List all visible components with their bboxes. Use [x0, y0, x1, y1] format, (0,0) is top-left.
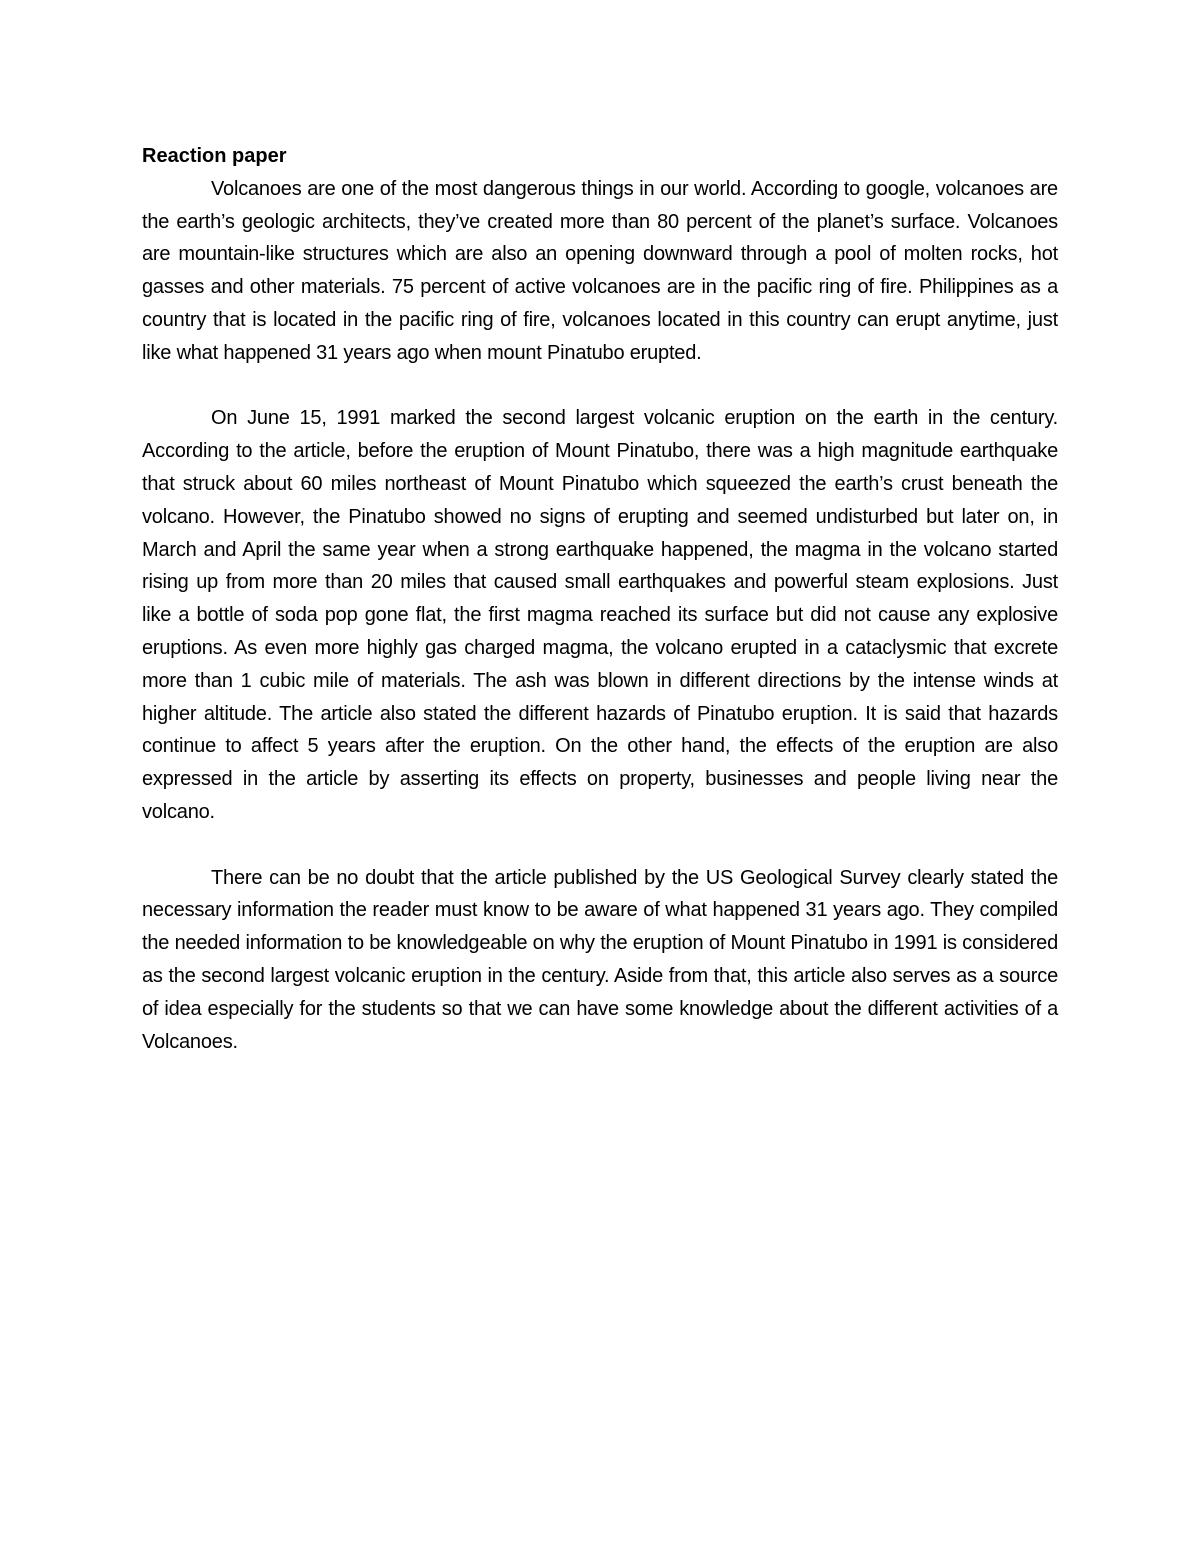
paragraph-intro: Volcanoes are one of the most dangerous things in our world. According to google, volcanoes are the earth’s geologic architects, they’ve created more than 80 percent of the planet’s surface. Volcanoes are mountain-like structures which are also an opening downward through a pool of molten rocks, hot gasses and other materials. 75 percent of active volcanoes are in the pacific ring of fire. Philippines as a country that is located in the pacific ring of fire, volcanoes located in this country can erupt anytime, just like what happened 31 years ago when mount Pinatubo erupted. — [142, 177, 1058, 364]
document-title: Reaction paper — [142, 145, 287, 167]
paragraph-conclusion: There can be no doubt that the article published by the US Geological Survey clearly stated the necessary information the reader must know to be aware of what happened 31 years ago. They compiled the needed information to be knowledgeable on why the eruption of Mount Pinatubo in 1991 is considered as the second largest volcanic eruption in the century. Aside from that, this article also serves as a source of idea especially for the students so that we can have some knowledge about the different activities of a Volcanoes. — [142, 866, 1058, 1053]
paragraph-spacer — [142, 370, 1058, 403]
document-body — [142, 140, 1058, 1058]
paragraph-article-summary: On June 15, 1991 marked the second largest volcanic eruption on the earth in the century. According to the article, before the eruption of Mount Pinatubo, there was a high magnitude earthquake that struck about 60 miles northeast of Mount Pinatubo which squeezed the earth’s crust beneath the volcano. However, the Pinatubo showed no signs of erupting and seemed undisturbed but later on, in March and April the same year when a strong earthquake happened, the magma in the volcano started rising up from more than 20 miles that caused small earthquakes and powerful steam explosions. Just like a bottle of soda pop gone flat, the first magma reached its surface but did not cause any explosive eruptions. As even more highly gas charged magma, the volcano erupted in a cataclysmic that excrete more than 1 cubic mile of materials. The ash was blown in different directions by the intense winds at higher altitude. The article also stated the different hazards of Pinatubo eruption. It is said that hazards continue to affect 5 years after the eruption. On the other hand, the effects of the eruption are also expressed in the article by asserting its effects on property, businesses and people living near the volcano. — [142, 407, 1058, 823]
paragraph-spacer — [142, 829, 1058, 862]
